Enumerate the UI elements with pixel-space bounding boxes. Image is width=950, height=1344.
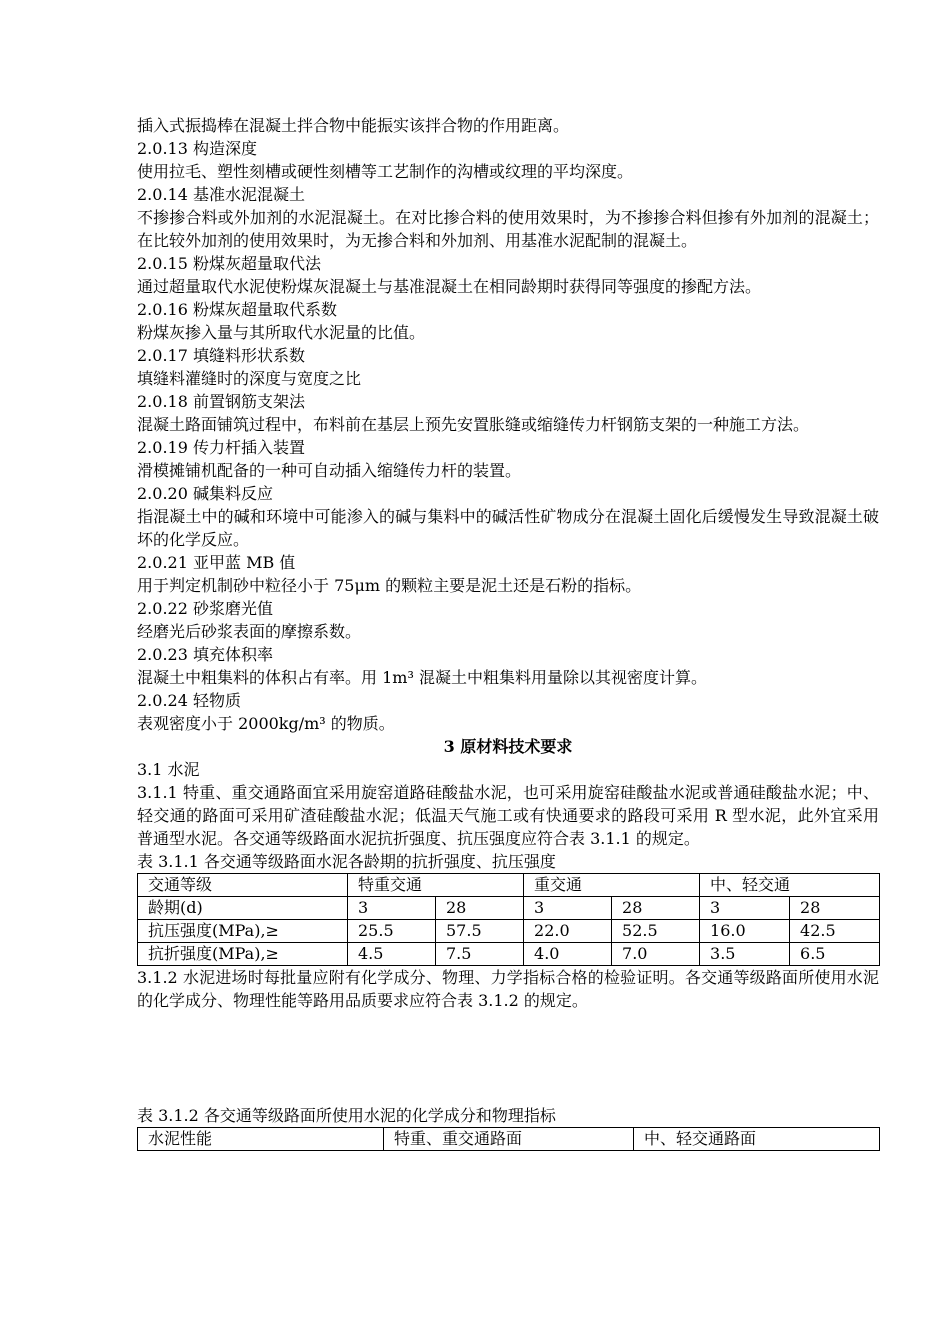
text-line: 粉煤灰掺入量与其所取代水泥量的比值。: [137, 323, 426, 342]
text-paragraph: 混凝土路面铺筑过程中，布料前在基层上预先安置胀缝或缩缝传力杆钢筋支架的一种施工方法。: [137, 415, 810, 434]
table-row: [138, 943, 880, 966]
table-cell: 抗压强度(MPa),≥: [138, 920, 348, 943]
clause-heading: 2.0.23 填充体积率: [137, 645, 273, 664]
clause-heading: 2.0.20 碱集料反应: [137, 484, 273, 503]
table-cell: 57.5: [436, 920, 524, 943]
clause-heading: 2.0.18 前置钢筋支架法: [137, 392, 305, 411]
table-cell: 3.5: [700, 943, 790, 966]
table-cell: 52.5: [612, 920, 700, 943]
text-line: 表观密度小于 2000kg/m³ 的物质。: [137, 714, 395, 733]
table-cell: 特重交通: [348, 874, 524, 897]
clause-heading: 2.0.13 构造深度: [137, 139, 257, 158]
table-cell: 16.0: [700, 920, 790, 943]
table-cell: 重交通: [524, 874, 700, 897]
text-line: 经磨光后砂浆表面的摩擦系数。: [137, 622, 362, 641]
text-paragraph: 通过超量取代水泥使粉煤灰混凝土与基准混凝土在相同龄期时获得同等强度的掺配方法。: [137, 277, 762, 296]
clause-heading: 2.0.15 粉煤灰超量取代法: [137, 254, 321, 273]
table-cell: 25.5: [348, 920, 436, 943]
table-header-row: [138, 1128, 880, 1151]
clause-heading: 2.0.16 粉煤灰超量取代系数: [137, 300, 337, 319]
clause-heading: 2.0.19 传力杆插入装置: [137, 438, 305, 457]
text-line: 混凝土中粗集料的体积占有率。用 1m³ 混凝土中粗集料用量除以其视密度计算。: [137, 668, 707, 687]
table-cell: 中、轻交通路面: [634, 1128, 880, 1151]
table-cell: 42.5: [790, 920, 880, 943]
text-paragraph: 指混凝土中的碱和环境中可能渗入的碱与集料中的碱活性矿物成分在混凝土固化后缓慢发生导致混凝土破坏的化学反应。: [137, 507, 879, 549]
table-cell: 7.5: [436, 943, 524, 966]
table-cell: 28: [436, 897, 524, 920]
text-paragraph: 3.1.2 水泥进场时每批量应附有化学成分、物理、力学指标合格的检验证明。各交通等级路面所使用水泥的化学成分、物理性能等路用品质要求应符合表 3.1.2 的规定。: [137, 968, 879, 1010]
table-cell: 3: [524, 897, 612, 920]
table-cell: 中、轻交通: [700, 874, 880, 897]
table-row: [138, 920, 880, 943]
clause-heading: 2.0.14 基准水泥混凝土: [137, 185, 305, 204]
text-line: 滑模摊铺机配备的一种可自动插入缩缝传力杆的装置。: [137, 461, 522, 480]
clause-heading: 2.0.24 轻物质: [137, 691, 241, 710]
text-line: 插入式振捣棒在混凝土拌合物中能振实该拌合物的作用距离。: [137, 116, 570, 135]
clause-heading: 2.0.17 填缝料形状系数: [137, 346, 305, 365]
table-cell: 28: [790, 897, 880, 920]
clause-heading: 3.1 水泥: [137, 760, 200, 779]
section-definitions: [137, 114, 879, 735]
text-line: 填缝料灌缝时的深度与宽度之比: [137, 369, 362, 388]
table-cell: 龄期(d): [138, 897, 348, 920]
table-cell: 交通等级: [138, 874, 348, 897]
table-cell: 4.0: [524, 943, 612, 966]
table-cell: 抗折强度(MPa),≥: [138, 943, 348, 966]
text-paragraph: 3.1.1 特重、重交通路面宜采用旋窑道路硅酸盐水泥，也可采用旋窑硅酸盐水泥或普通硅酸盐水泥；中、轻交通的路面可采用矿渣硅酸盐水泥；低温天气施工或有快通要求的路段可采用 R 型水泥，此外宜采用普通型水泥。各交通等级路面水泥抗折强度、抗压强度应符合表 3.1.1 的规定。: [137, 783, 879, 848]
table-cell: 22.0: [524, 920, 612, 943]
text-line: 用于判定机制砂中粒径小于 75μm 的颗粒主要是泥土还是石粉的指标。: [137, 576, 642, 595]
table-cell: 7.0: [612, 943, 700, 966]
table-row: [138, 897, 880, 920]
table-cell: 4.5: [348, 943, 436, 966]
document-page: [137, 114, 879, 1151]
table-cement-chemistry: [137, 1127, 880, 1151]
blank-space: [137, 1012, 879, 1104]
table-caption: 表 3.1.2 各交通等级路面所使用水泥的化学成分和物理指标: [137, 1106, 556, 1125]
table-cell: 6.5: [790, 943, 880, 966]
text-line: 使用拉毛、塑性刻槽或硬性刻槽等工艺制作的沟槽或纹理的平均深度。: [137, 162, 634, 181]
table-caption: 表 3.1.1 各交通等级路面水泥各龄期的抗折强度、抗压强度: [137, 852, 556, 871]
table-cell: 特重、重交通路面: [384, 1128, 634, 1151]
table-cell: 水泥性能: [138, 1128, 384, 1151]
text-paragraph: 不掺掺合料或外加剂的水泥混凝土。在对比掺合料的使用效果时，为不掺掺合料但掺有外加剂的混凝土；在比较外加剂的使用效果时，为无掺合料和外加剂、用基准水泥配制的混凝土。: [137, 208, 879, 250]
table-cell: 28: [612, 897, 700, 920]
section-cement: [137, 758, 879, 873]
clause-heading: 2.0.21 亚甲蓝 MB 值: [137, 553, 296, 572]
clause-heading: 2.0.22 砂浆磨光值: [137, 599, 273, 618]
table-cell: 3: [348, 897, 436, 920]
table-header-row: [138, 874, 880, 897]
table-cement-strength: [137, 873, 880, 966]
chapter-heading: 3 原材料技术要求: [443, 737, 573, 756]
table-cell: 3: [700, 897, 790, 920]
